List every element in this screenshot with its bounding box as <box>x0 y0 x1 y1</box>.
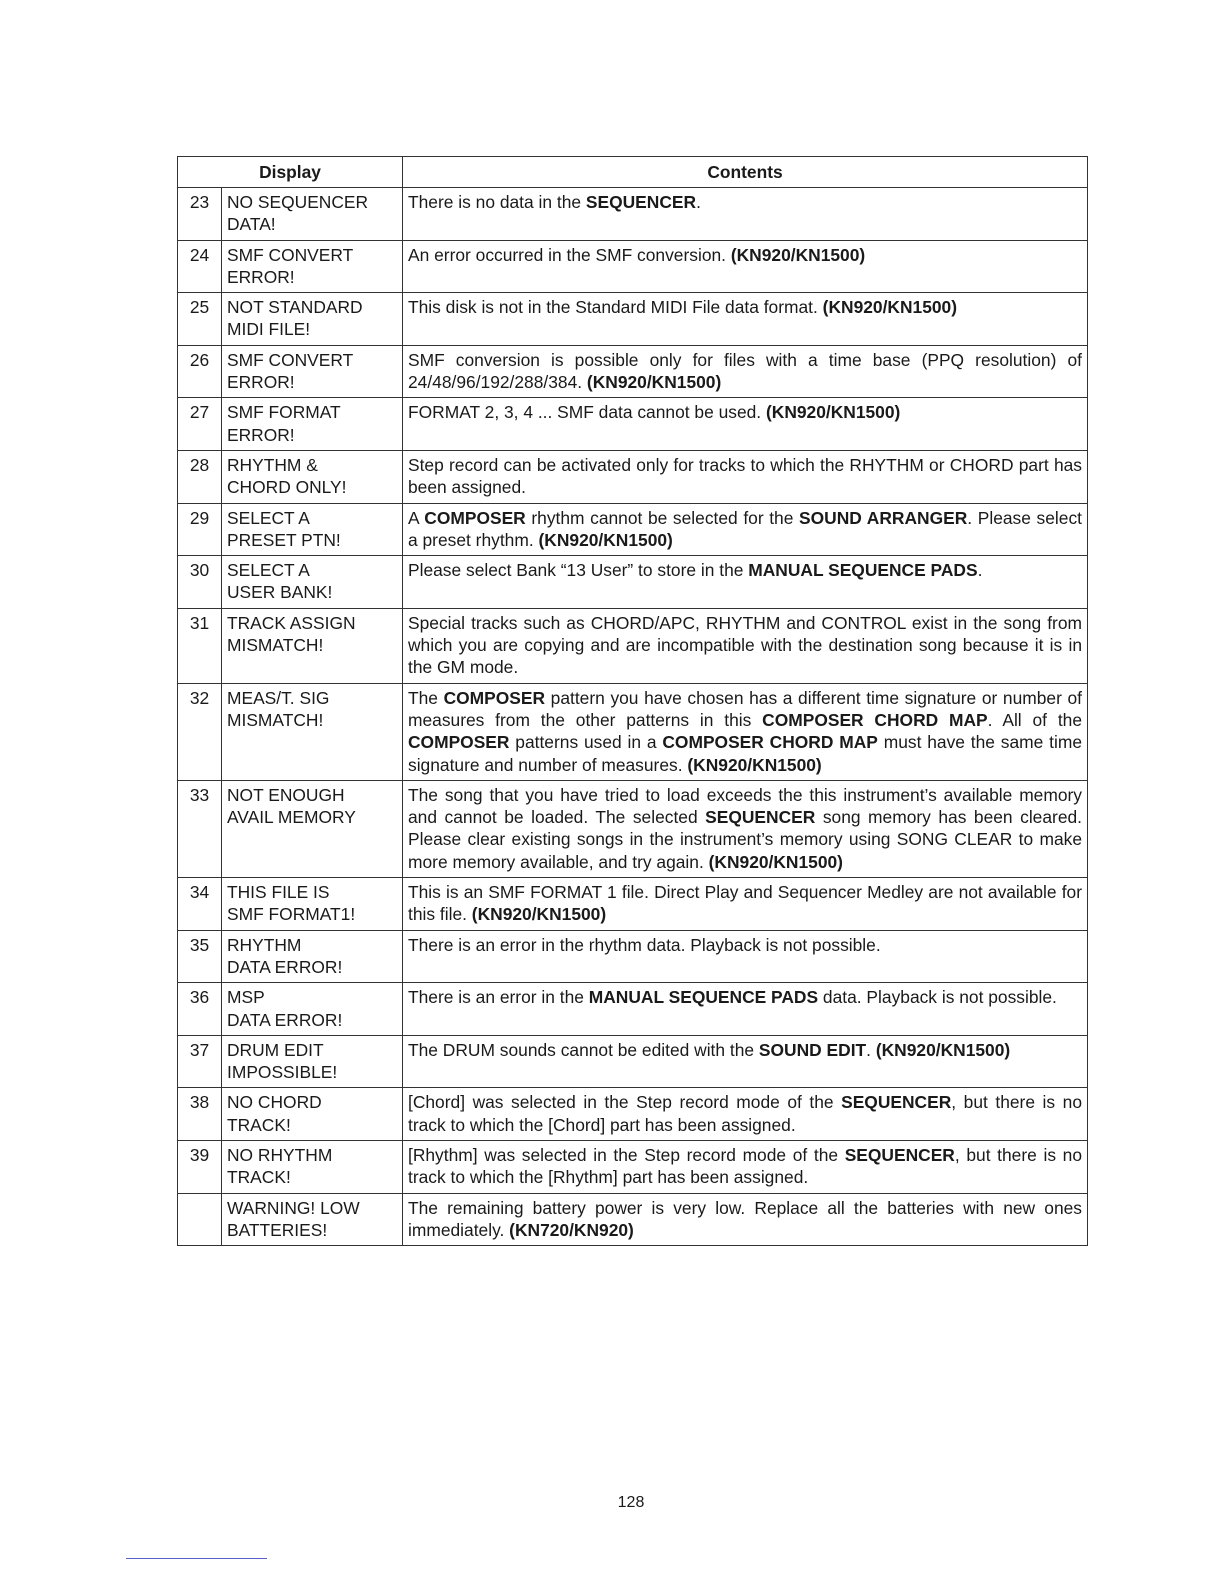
display-message: TRACK ASSIGN MISMATCH! <box>222 608 403 683</box>
error-message-table <box>177 156 1088 1246</box>
contents-text: There is an error in the rhythm data. Playback is not possible. <box>408 934 881 955</box>
message-number: 25 <box>178 293 222 346</box>
table-row <box>178 1140 1088 1193</box>
table-row <box>178 878 1088 931</box>
message-contents <box>403 1035 1088 1088</box>
contents-text: There is an error in the <box>408 987 589 1008</box>
contents-text: The song that you have tried to load exceeds the this instrument’s available memory and cannot be loaded. The selected <box>408 784 1082 828</box>
emphasized-text: (KN920/KN1500) <box>765 402 901 423</box>
table-row <box>178 1035 1088 1088</box>
message-contents <box>403 240 1088 293</box>
emphasized-text: (KN920/KN1500) <box>586 372 722 393</box>
message-number: 27 <box>178 398 222 451</box>
contents-text: Please select Bank “13 User” to store in the <box>408 560 749 581</box>
table-row <box>178 1193 1088 1246</box>
emphasized-text: COMPOSER <box>424 507 526 528</box>
message-contents <box>403 345 1088 398</box>
message-contents <box>403 450 1088 503</box>
display-message: NOT STANDARD MIDI FILE! <box>222 293 403 346</box>
message-contents <box>403 878 1088 931</box>
contents-text: , but there is no track to which the [Chord] part has been assigned. <box>408 1092 1082 1135</box>
display-message: SMF CONVERT ERROR! <box>222 240 403 293</box>
emphasized-text: COMPOSER <box>443 687 546 708</box>
message-number: 24 <box>178 240 222 293</box>
display-message: MSP DATA ERROR! <box>222 983 403 1036</box>
message-number: 28 <box>178 450 222 503</box>
page-number: 128 <box>617 1494 645 1511</box>
display-message: SMF FORMAT ERROR! <box>222 398 403 451</box>
emphasized-text: SEQUENCER <box>705 807 816 828</box>
emphasized-text: MANUAL SEQUENCE PADS <box>748 560 978 581</box>
emphasized-text: (KN920/KN1500) <box>730 244 866 265</box>
message-number: 30 <box>178 556 222 609</box>
display-message: NO SEQUENCER DATA! <box>222 188 403 241</box>
table-row <box>178 503 1088 556</box>
emphasized-text: (KN920/KN1500) <box>875 1039 1011 1060</box>
display-message: SMF CONVERT ERROR! <box>222 345 403 398</box>
emphasized-text: (KN920/KN1500) <box>708 851 843 872</box>
contents-text: . <box>866 1039 876 1060</box>
message-contents <box>403 398 1088 451</box>
message-number: 29 <box>178 503 222 556</box>
contents-text: , but there is no track to which the [Rhythm] part has been assigned. <box>408 1144 1083 1188</box>
message-contents <box>403 188 1088 241</box>
message-number: 35 <box>178 930 222 983</box>
emphasized-text: SOUND ARRANGER <box>799 507 968 528</box>
message-contents <box>403 683 1088 780</box>
message-contents <box>403 608 1088 683</box>
contents-text: patterns used in a <box>509 732 663 753</box>
table-row <box>178 188 1088 241</box>
message-contents <box>403 556 1088 609</box>
message-number <box>178 1193 222 1246</box>
contents-text: song memory has been cleared. Please clear existing songs in the instrument’s memory using SONG CLEAR to make more memory available, and try again. <box>408 807 1082 872</box>
table-header-row <box>178 157 1088 188</box>
contents-text: [Chord] was selected in the Step record mode of the <box>408 1092 842 1113</box>
decorative-rule <box>126 1558 267 1559</box>
table-row <box>178 1088 1088 1141</box>
message-number: 37 <box>178 1035 222 1088</box>
table-row <box>178 345 1088 398</box>
table-row <box>178 556 1088 609</box>
contents-text: A <box>408 507 425 528</box>
table-row <box>178 293 1088 346</box>
table-row <box>178 608 1088 683</box>
emphasized-text: (KN720/KN920) <box>509 1219 634 1240</box>
display-message: DRUM EDIT IMPOSSIBLE! <box>222 1035 403 1088</box>
message-contents <box>403 293 1088 346</box>
contents-text: The <box>408 687 444 708</box>
emphasized-text: MANUAL SEQUENCE PADS <box>588 987 819 1008</box>
message-number: 23 <box>178 188 222 241</box>
message-contents <box>403 780 1088 877</box>
message-number: 26 <box>178 345 222 398</box>
contents-text: The DRUM sounds cannot be edited with the <box>408 1039 759 1060</box>
table-row <box>178 930 1088 983</box>
table-row <box>178 683 1088 780</box>
table-row <box>178 240 1088 293</box>
display-message: SELECT A PRESET PTN! <box>222 503 403 556</box>
contents-text: This is an SMF FORMAT 1 file. Direct Play and Sequencer Medley are not available for this file. <box>408 882 1082 925</box>
display-message: NO CHORD TRACK! <box>222 1088 403 1141</box>
message-contents <box>403 983 1088 1036</box>
contents-text: [Rhythm] was selected in the Step record mode of the <box>408 1144 845 1165</box>
contents-text: . All of the <box>987 709 1082 730</box>
display-message: MEAS/T. SIG MISMATCH! <box>222 683 403 780</box>
emphasized-text: (KN920/KN1500) <box>822 297 958 318</box>
message-contents <box>403 1088 1088 1141</box>
emphasized-text: (KN920/KN1500) <box>538 529 673 550</box>
message-number: 33 <box>178 780 222 877</box>
emphasized-text: SEQUENCER <box>844 1144 955 1165</box>
message-contents <box>403 1193 1088 1246</box>
contents-text: Special tracks such as CHORD/APC, RHYTHM and CONTROL exist in the song from which you are copying and are incompatible with the destination song because it is in the GM mode. <box>408 612 1082 678</box>
message-contents <box>403 1140 1088 1193</box>
contents-text: rhythm cannot be selected for the <box>525 507 800 528</box>
contents-text: The remaining battery power is very low. Replace all the batteries with new ones immediately. <box>408 1197 1082 1240</box>
contents-text: pattern you have chosen has a different time signature or number of measures from the other patterns in this <box>408 687 1082 730</box>
contents-text: There is no data in the <box>408 192 586 212</box>
message-number: 34 <box>178 878 222 931</box>
table-row <box>178 450 1088 503</box>
message-number: 36 <box>178 983 222 1036</box>
display-message: SELECT A USER BANK! <box>222 556 403 609</box>
contents-text: . <box>696 192 701 212</box>
contents-text: . Please select a preset rhythm. <box>408 507 1082 550</box>
contents-text: . <box>977 560 983 581</box>
emphasized-text: (KN920/KN1500) <box>687 754 822 775</box>
message-number: 32 <box>178 683 222 780</box>
message-number: 39 <box>178 1140 222 1193</box>
message-number: 31 <box>178 608 222 683</box>
contents-text: data. Playback is not possible. <box>818 987 1057 1008</box>
table-row <box>178 398 1088 451</box>
display-message: NOT ENOUGH AVAIL MEMORY <box>222 780 403 877</box>
emphasized-text: (KN920/KN1500) <box>471 904 607 925</box>
contents-text: SMF conversion is possible only for files with a time base (PPQ resolution) of 24/48/96/192/288/384. <box>408 349 1082 393</box>
contents-column-header: Contents <box>403 157 1088 188</box>
emphasized-text: COMPOSER CHORD MAP <box>762 709 988 730</box>
table-row <box>178 780 1088 877</box>
display-column-header: Display <box>178 157 403 188</box>
display-message: WARNING! LOW BATTERIES! <box>222 1193 403 1246</box>
emphasized-text: COMPOSER <box>408 732 510 753</box>
contents-text: This disk is not in the Standard MIDI File data format. <box>408 297 823 318</box>
contents-text: Step record can be activated only for tracks to which the RHYTHM or CHORD part has been assigned. <box>408 454 1082 498</box>
table-body <box>178 188 1088 1246</box>
display-message: RHYTHM & CHORD ONLY! <box>222 450 403 503</box>
emphasized-text: SEQUENCER <box>585 192 697 212</box>
contents-text: FORMAT 2, 3, 4 ... SMF data cannot be used. <box>408 402 766 423</box>
table-row <box>178 983 1088 1036</box>
message-number: 38 <box>178 1088 222 1141</box>
message-contents <box>403 503 1088 556</box>
message-contents <box>403 930 1088 983</box>
contents-text: An error occurred in the SMF conversion. <box>408 244 731 265</box>
display-message: THIS FILE IS SMF FORMAT1! <box>222 878 403 931</box>
emphasized-text: SOUND EDIT <box>758 1039 867 1060</box>
display-message: RHYTHM DATA ERROR! <box>222 930 403 983</box>
emphasized-text: SEQUENCER <box>841 1092 952 1113</box>
display-message: NO RHYTHM TRACK! <box>222 1140 403 1193</box>
contents-text: must have the same time signature and number of measures. <box>408 732 1083 775</box>
emphasized-text: COMPOSER CHORD MAP <box>662 732 878 753</box>
